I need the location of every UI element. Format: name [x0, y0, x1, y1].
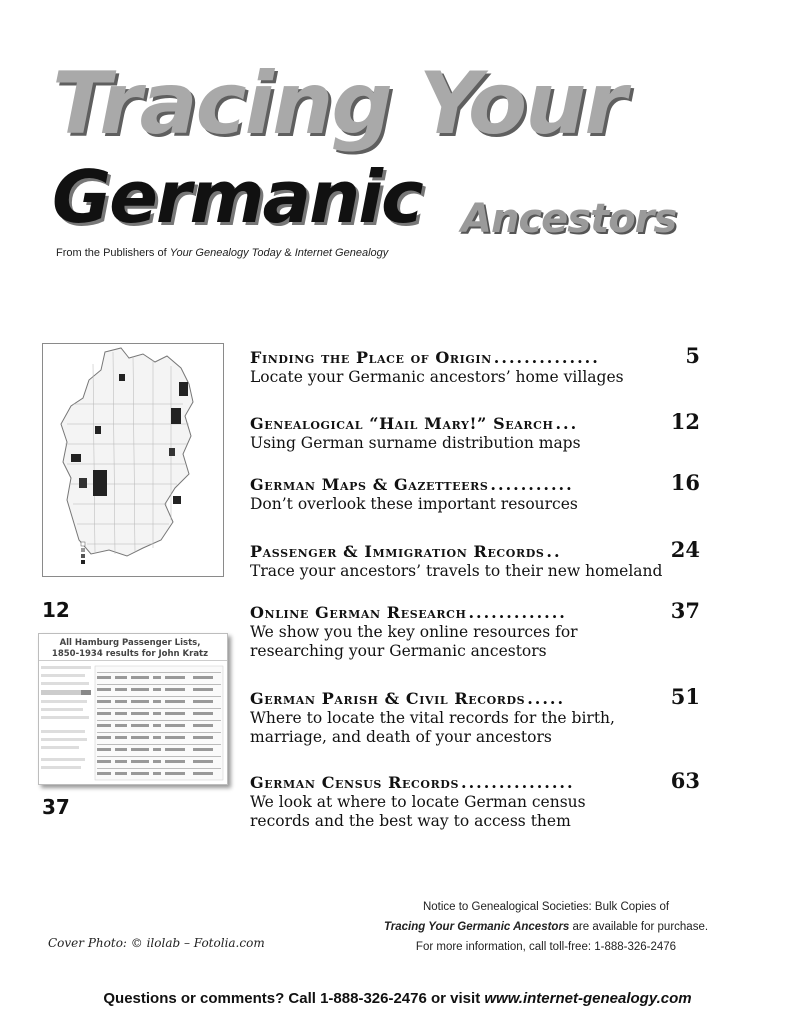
toc-leader: ..	[546, 542, 562, 561]
toc-description: Using German surname distribution maps	[250, 434, 581, 452]
toc-description: Don’t overlook these important resources	[250, 495, 578, 513]
toc-description: Trace your ancestors’ travels to their new homeland	[250, 562, 663, 580]
notice-line-1: Notice to Genealogical Societies: Bulk Copies of	[422, 901, 670, 913]
title-ancestors: Ancestors	[461, 196, 677, 242]
toc-title: Finding the Place of Origin	[250, 348, 492, 367]
title-germanic: Germanic	[52, 155, 422, 239]
toc-title: Genealogical “Hail Mary!” Search	[250, 414, 554, 433]
toc-leader: ..............	[493, 348, 600, 367]
toc-description: We look at where to locate German census	[250, 793, 586, 811]
notice-line-2: Tracing Your Germanic Ancestors are available for purchase.	[383, 921, 709, 933]
toc-title: Online German Research	[250, 603, 467, 622]
toc-description: We show you the key online resources for	[250, 623, 578, 641]
toc-description: records and the best way to access them	[250, 812, 571, 830]
screenshot-page-number: 37	[42, 795, 70, 819]
toc-title: German Maps & Gazetteers	[250, 475, 489, 494]
toc-page: 16	[670, 470, 700, 495]
toc-page: 24	[670, 537, 700, 562]
toc-page: 5	[685, 343, 700, 368]
cover-photo-credit: Cover Photo: © ilolab – Fotolia.com	[48, 936, 265, 950]
title-tracing-your: Tracing Your	[52, 54, 625, 154]
toc-page: 37	[670, 598, 700, 623]
toc-page: 12	[670, 409, 700, 434]
website-link[interactable]: www.internet-genealogy.com	[484, 990, 692, 1007]
toc-leader: ...............	[461, 773, 575, 792]
toc-title: German Parish & Civil Records	[250, 689, 526, 708]
toc-entry-parish-civil	[250, 684, 700, 747]
toc-title: German Census Records	[250, 773, 459, 792]
toc-leader: ...	[555, 414, 579, 433]
toc-entry-online-research	[250, 598, 700, 661]
toc-entry-census-records	[250, 768, 700, 831]
notice-line-3: For more information, call toll-free: 1-888-326-2476	[415, 941, 677, 953]
toc-entry-maps-gazetteers	[250, 470, 700, 514]
surname-distribution-map-image	[42, 343, 224, 577]
toc-leader: .............	[468, 603, 567, 622]
toc-entry-place-of-origin	[250, 343, 700, 387]
toc-page: 51	[670, 684, 700, 709]
toc-leader: ...........	[490, 475, 574, 494]
map-page-number: 12	[42, 598, 70, 622]
society-notice	[380, 897, 712, 957]
toc-description: Locate your Germanic ancestors’ home villages	[250, 368, 624, 386]
screenshot-title: All Hamburg Passenger Lists, 1850-1934 results for John Kratz	[51, 638, 209, 659]
publisher-line: From the Publishers of Your Genealogy Today & Internet Genealogy	[56, 247, 389, 259]
toc-title: Passenger & Immigration Records	[250, 542, 545, 561]
toc-description: Where to locate the vital records for the birth,	[250, 709, 615, 727]
footer-contact: Questions or comments? Call 1-888-326-2476 or visit www.internet-genealogy.com	[103, 990, 692, 1007]
toc-leader: .....	[527, 689, 566, 708]
passenger-list-screenshot-image	[38, 633, 228, 785]
toc-entry-passenger-immigration	[250, 537, 700, 581]
toc-description: marriage, and death of your ancestors	[250, 728, 552, 746]
toc-entry-hail-mary-search	[250, 409, 700, 453]
toc-description: researching your Germanic ancestors	[250, 642, 547, 660]
toc-page: 63	[670, 768, 700, 793]
